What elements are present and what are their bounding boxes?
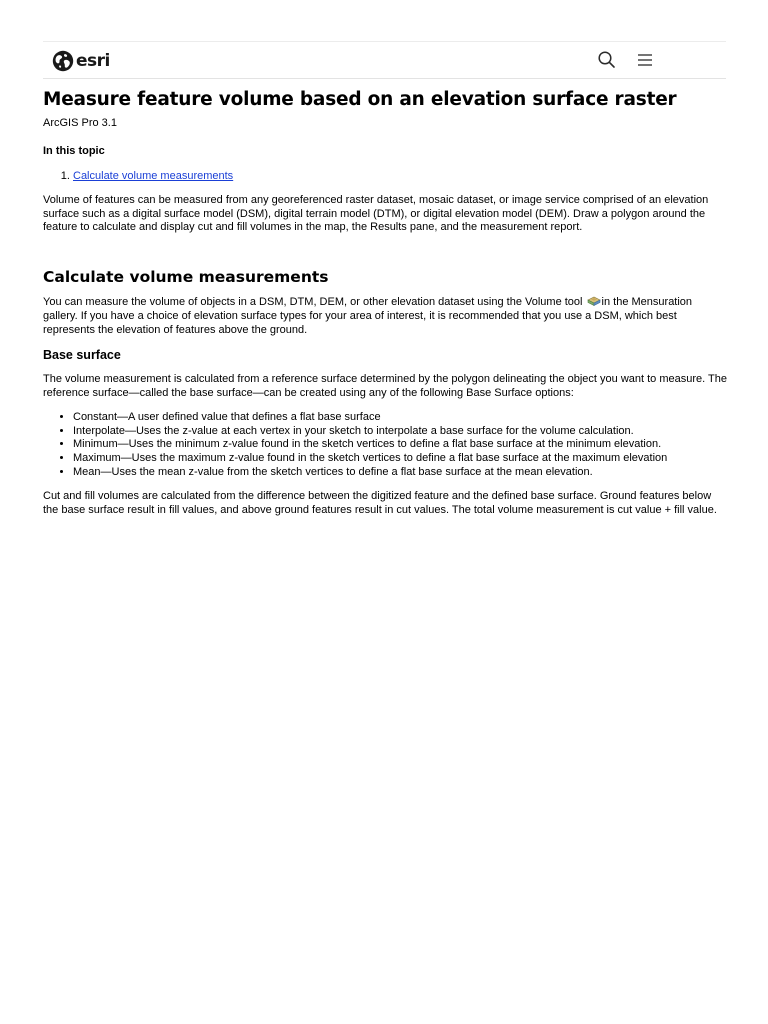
list-item: • Mean—Uses the mean z-value from the sketch vertices to define a flat base surface at the mean elevation. bbox=[73, 466, 727, 480]
calculate-text-end: in the Mensuration gallery. If you have a choice of elevation surface types for your area of interest, it is recommended that you use a DSM, which best represents the elevation of features above the ground. bbox=[43, 296, 693, 336]
esri-logo[interactable] bbox=[52, 50, 110, 72]
search-icon[interactable] bbox=[597, 50, 617, 70]
page-title: Measure feature volume based on an elevation surface raster bbox=[43, 89, 677, 110]
logo-text: esri bbox=[76, 51, 110, 71]
base-surface-paragraph: The volume measurement is calculated from a reference surface determined by the polygon delineating the object you want to measure. The reference surface—called the base surface—can be created using any of the following Base Surface options: bbox=[43, 373, 728, 399]
section-heading-calculate-volume: Calculate volume measurements bbox=[43, 268, 329, 287]
globe-icon bbox=[52, 50, 74, 72]
list-item: • Constant—A user defined value that defines a flat base surface bbox=[73, 411, 727, 425]
in-this-topic-heading: In this topic bbox=[43, 145, 105, 157]
volume-tool-icon bbox=[587, 295, 601, 306]
list-item: • Interpolate—Uses the z-value at each vertex in your sketch to interpolate a base surface for the volume calculation. bbox=[73, 425, 727, 439]
table-of-contents bbox=[43, 169, 727, 183]
base-surface-options-list bbox=[43, 411, 727, 481]
calculate-text-start: You can measure the volume of objects in a DSM, DTM, DEM, or other elevation dataset using the Volume tool bbox=[43, 296, 583, 309]
intro-paragraph: Volume of features can be measured from any georeferenced raster dataset, mosaic dataset, or image service comprised of an elevation surface such as a digital surface model (DSM), digital terrain model (DTM), or digital elevation model (DEM). Draw a polygon around the feature to calculate and display cut and fill volumes in the map, the Results pane, and the measurement report. bbox=[43, 194, 709, 234]
article bbox=[43, 88, 727, 518]
base-surface-heading: Base surface bbox=[43, 348, 121, 363]
list-item: • Maximum—Uses the maximum z-value found in the sketch vertices to define a flat base surface at the maximum elevation bbox=[73, 452, 727, 466]
list-item: • Minimum—Uses the minimum z-value found in the sketch vertices to define a flat base surface at the minimum elevation. bbox=[73, 438, 727, 452]
hamburger-menu-icon[interactable] bbox=[636, 52, 654, 68]
product-version: ArcGIS Pro 3.1 bbox=[43, 117, 117, 129]
calculate-paragraph bbox=[43, 295, 727, 337]
cut-fill-paragraph: Cut and fill volumes are calculated from the difference between the digitized feature and the defined base surface. Ground features below the base surface result in fill values, and above ground features result in cut values. The total volume measurement is cut value + fill value. bbox=[43, 490, 717, 516]
site-header bbox=[43, 41, 726, 79]
toc-link-calculate-volume-measurements[interactable]: Calculate volume measurements bbox=[73, 170, 234, 182]
toc-item bbox=[73, 169, 727, 183]
